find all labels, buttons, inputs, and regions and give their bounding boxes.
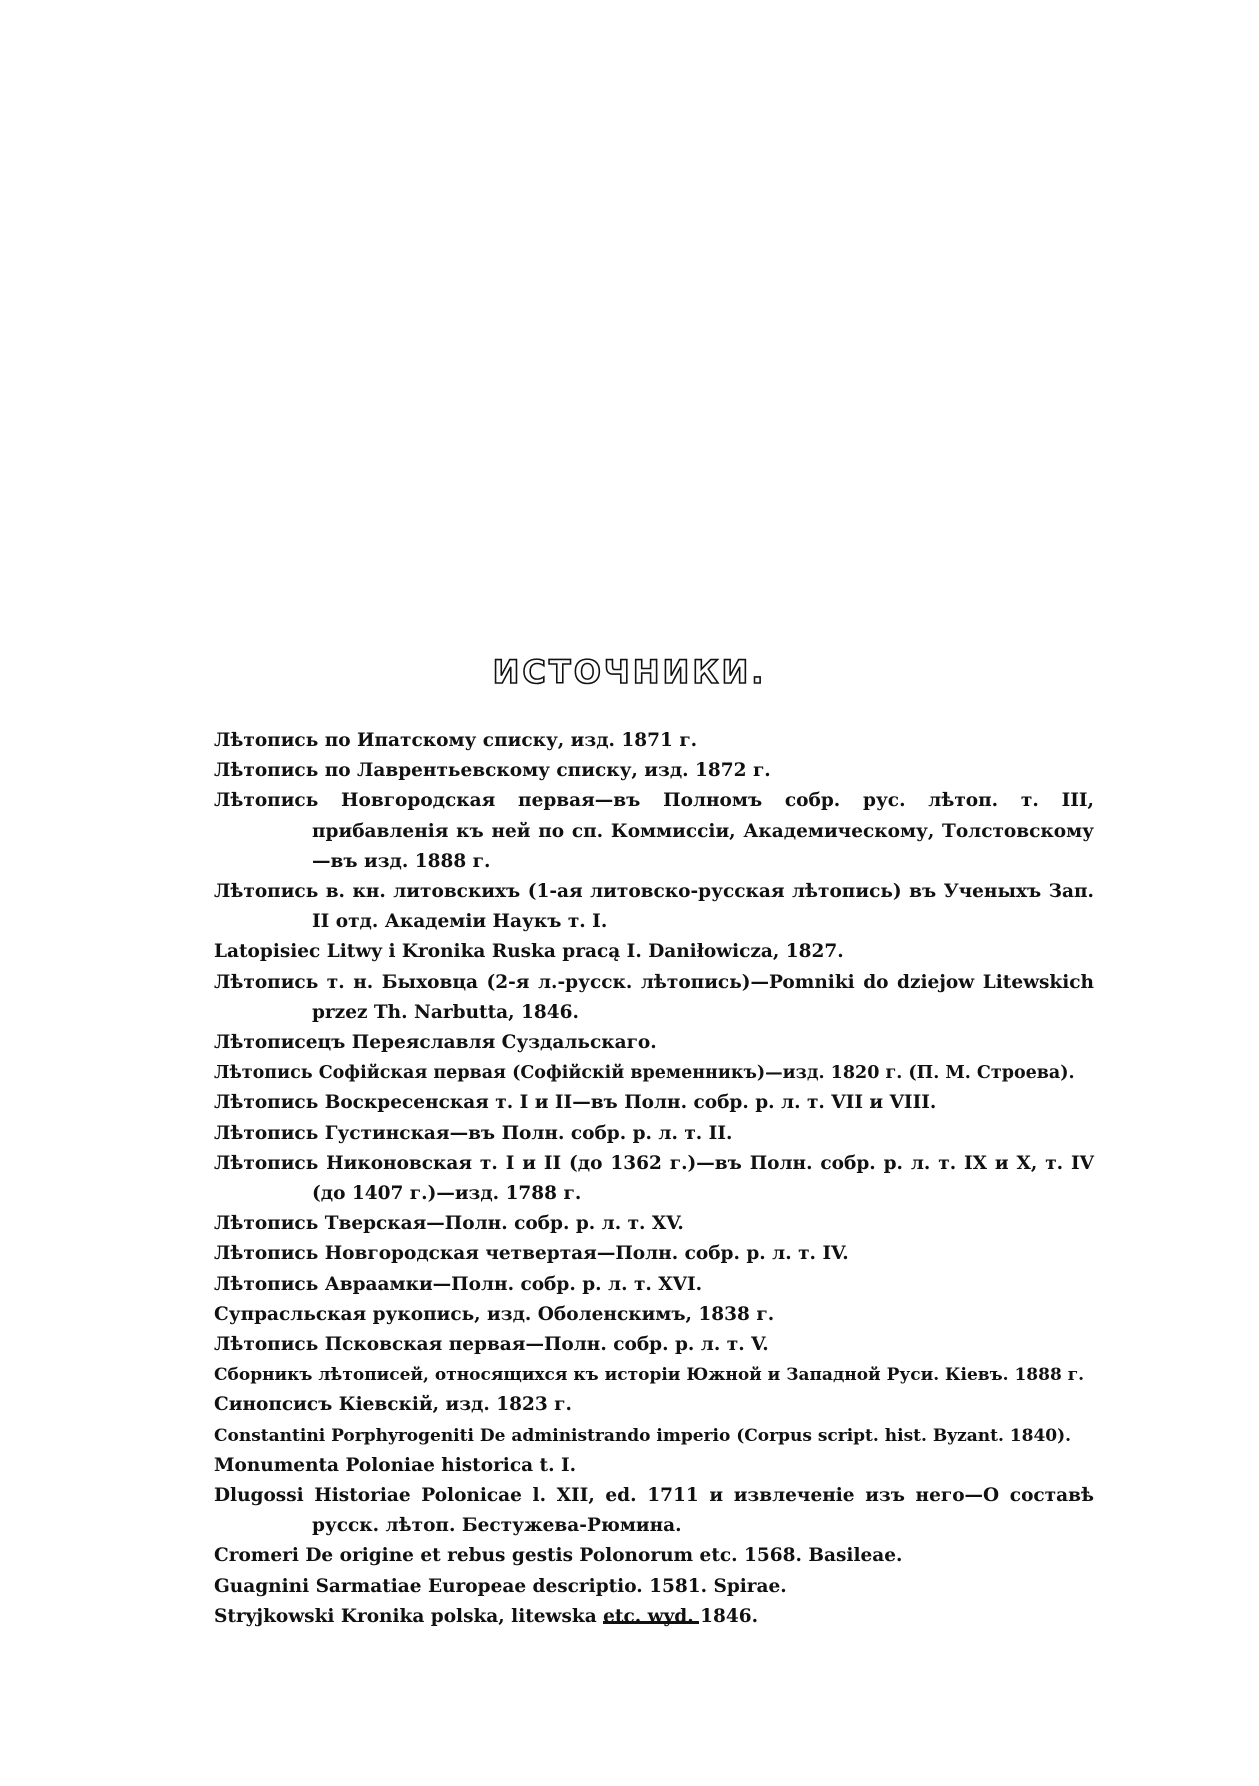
source-entry: Лѣтопись Софійская первая (Софійскій временникъ)—изд. 1820 г. (П. М. Строева). [214, 1063, 1075, 1084]
source-entry: Лѣтопись по Ипатскому списку, изд. 1871 г. [214, 730, 698, 751]
source-entry: Лѣтописецъ Переяславля Суздальскаго. [214, 1032, 657, 1054]
source-entry: Stryjkowski Kronika polska, litewska etc. wyd. 1846. [214, 1605, 759, 1627]
source-entry: Latopisiec Litwy i Kronika Ruska pracą I. Daniłowicza, 1827. [214, 941, 844, 963]
source-entry: Лѣтопись Густинская—въ Полн. собр. р. л. т. II. [214, 1122, 733, 1144]
source-entry: Monumenta Poloniae historica t. I. [214, 1454, 577, 1476]
sources-list [214, 726, 1094, 1632]
source-entry: Синопсисъ Кіевскій, изд. 1823 г. [214, 1394, 572, 1416]
source-entry: Лѣтопись по Лаврентьевскому списку, изд. 1872 г. [214, 760, 771, 782]
source-entry: Лѣтопись Новгородская четвертая—Полн. собр. р. л. т. IV. [214, 1243, 849, 1265]
source-entry: Лѣтопись Никоновская т. I и II (до 1362 г.)—въ Полн. собр. р. л. т. IX и X, т. IV (до 1407 г.)—изд. 1788 г. [214, 1152, 1094, 1205]
source-entry: Guagnini Sarmatiae Europeae descriptio. 1581. Spirae. [214, 1575, 787, 1597]
end-rule [603, 1621, 699, 1624]
source-entry: Лѣтопись т. н. Быховца (2-я л.-русск. лѣтопись)—Pomniki do dziejow Litewskich przez Th. Narbutta, 1846. [214, 971, 1094, 1023]
source-entry: Лѣтопись Авраамки—Полн. собр. р. л. т. XVI. [214, 1273, 703, 1295]
source-entry: Лѣтопись Псковская первая—Полн. собр. р. л. т. V. [214, 1334, 769, 1356]
source-entry: Лѣтопись Тверская—Полн. собр. р. л. т. XV. [214, 1213, 684, 1235]
source-entry: Cromeri De origine et rebus gestis Polonorum etc. 1568. Basileae. [214, 1545, 903, 1567]
source-entry: Лѣтопись в. кн. литовскихъ (1-ая литовско-русская лѣтопись) въ Ученыхъ Зап. II отд. Академіи Наукъ т. I. [214, 881, 1094, 933]
source-entry: Dlugossi Historiae Polonicae l. XII, ed. 1711 и извлеченіе изъ него—О составѣ русск. лѣтоп. Бестужева-Рюмина. [214, 1485, 1094, 1537]
source-entry: Лѣтопись Воскресенская т. I и II—въ Полн. собр. р. л. т. VII и VIII. [214, 1092, 937, 1114]
source-entry: Constantini Porphyrogeniti De administrando imperio (Corpus script. hist. Byzant. 1840). [214, 1425, 1072, 1446]
source-entry: Супрасльская рукопись, изд. Оболенскимъ, 1838 г. [214, 1303, 775, 1325]
source-entry: Лѣтопись Новгородская первая—въ Полномъ собр. рус. лѣтоп. т. III, прибавленія къ ней по сп. Коммиссіи, Академическому, Толстовскому—въ изд. 1888 г. [214, 790, 1094, 872]
source-entry: Сборникъ лѣтописей, относящихся къ исторіи Южной и Западной Руси. Кіевъ. 1888 г. [214, 1365, 1085, 1386]
page-title: ИСТОЧНИКИ. [492, 653, 767, 691]
